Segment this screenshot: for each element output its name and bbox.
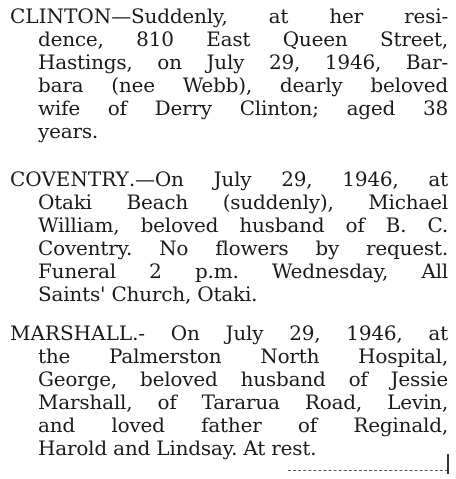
death-notice-coventry <box>10 168 448 306</box>
notice-line: Marshall, of Tararua Road, Levin, <box>38 390 448 414</box>
notice-line: dence, 810 East Queen Street, <box>38 27 448 51</box>
notice-line <box>10 168 448 191</box>
notice-line: and loved father of Reginald, <box>38 413 448 437</box>
column-rule <box>288 470 448 471</box>
notice-surname: CLINTON <box>10 4 112 28</box>
notice-text: .- On July 29, 1946, at <box>132 321 448 345</box>
notice-line: Otaki Beach (suddenly), Michael <box>38 190 448 214</box>
notice-text: .—On July 29, 1946, at <box>128 167 448 191</box>
notice-line: bara (nee Webb), dearly beloved <box>38 73 448 97</box>
death-notice-marshall <box>10 322 448 460</box>
notice-line: Funeral 2 p.m. Wednesday, All <box>38 259 448 283</box>
notice-line <box>10 5 448 28</box>
notice-text: —Suddenly, at her resi- <box>111 4 448 28</box>
death-notice-clinton <box>10 5 448 143</box>
notice-surname: MARSHALL <box>10 321 133 345</box>
notice-line <box>10 322 448 345</box>
notice-line: the Palmerston North Hospital, <box>38 344 448 368</box>
notice-line: Coventry. No flowers by request. <box>38 236 448 260</box>
notice-line: wife of Derry Clinton; aged 38 <box>38 96 448 120</box>
notice-line: Saints' Church, Otaki. <box>38 282 258 306</box>
notice-line: years. <box>38 119 99 143</box>
notice-surname: COVENTRY <box>10 167 129 191</box>
notice-line: George, beloved husband of Jessie <box>38 367 448 391</box>
notice-line: Harold and Lindsay. At rest. <box>38 436 317 460</box>
notice-line: William, beloved husband of B. C. <box>38 213 448 237</box>
column-edge-mark <box>447 454 449 474</box>
notice-line: Hastings, on July 29, 1946, Bar- <box>38 50 448 74</box>
